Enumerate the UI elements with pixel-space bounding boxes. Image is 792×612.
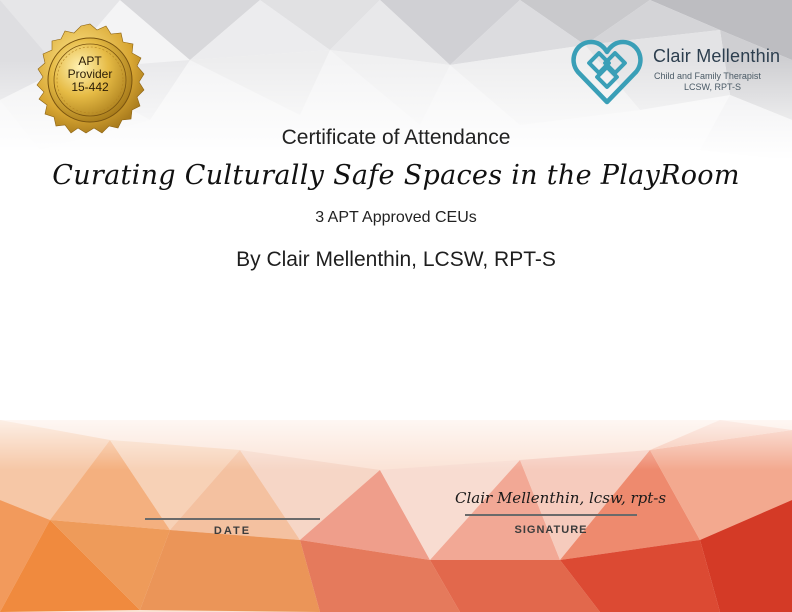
date-line — [145, 518, 320, 520]
date-label: DATE — [213, 525, 252, 537]
presenter-line: By Clair Mellenthin, LCSW, RPT-S — [236, 248, 556, 271]
signature-line — [465, 514, 637, 516]
logo-subtitle-1: Child and Family Therapist — [654, 71, 761, 81]
signature: Clair Mellenthin, lcsw, rpt-s — [455, 489, 667, 507]
ceu-count: 3 APT Approved CEUs — [315, 209, 477, 226]
signature-label: SIGNATURE — [514, 524, 588, 536]
logo-subtitle-2: LCSW, RPT-S — [684, 82, 742, 92]
apt-provider-seal — [22, 22, 158, 138]
celtic-heart-knot-icon — [570, 36, 644, 108]
bottom-warm-polygons — [0, 400, 792, 612]
certificate-heading: Certificate of Attendance — [281, 126, 511, 149]
seal-text — [48, 55, 132, 94]
seal-line-3: 15-442 — [71, 80, 109, 94]
seal-line-2: Provider — [67, 67, 113, 81]
seal-line-1: APT — [78, 54, 102, 68]
logo-name: Clair Mellenthin — [653, 46, 781, 66]
course-title: Curating Culturally Safe Spaces in the PlayRoom — [52, 160, 740, 191]
brand-logo — [570, 36, 780, 108]
